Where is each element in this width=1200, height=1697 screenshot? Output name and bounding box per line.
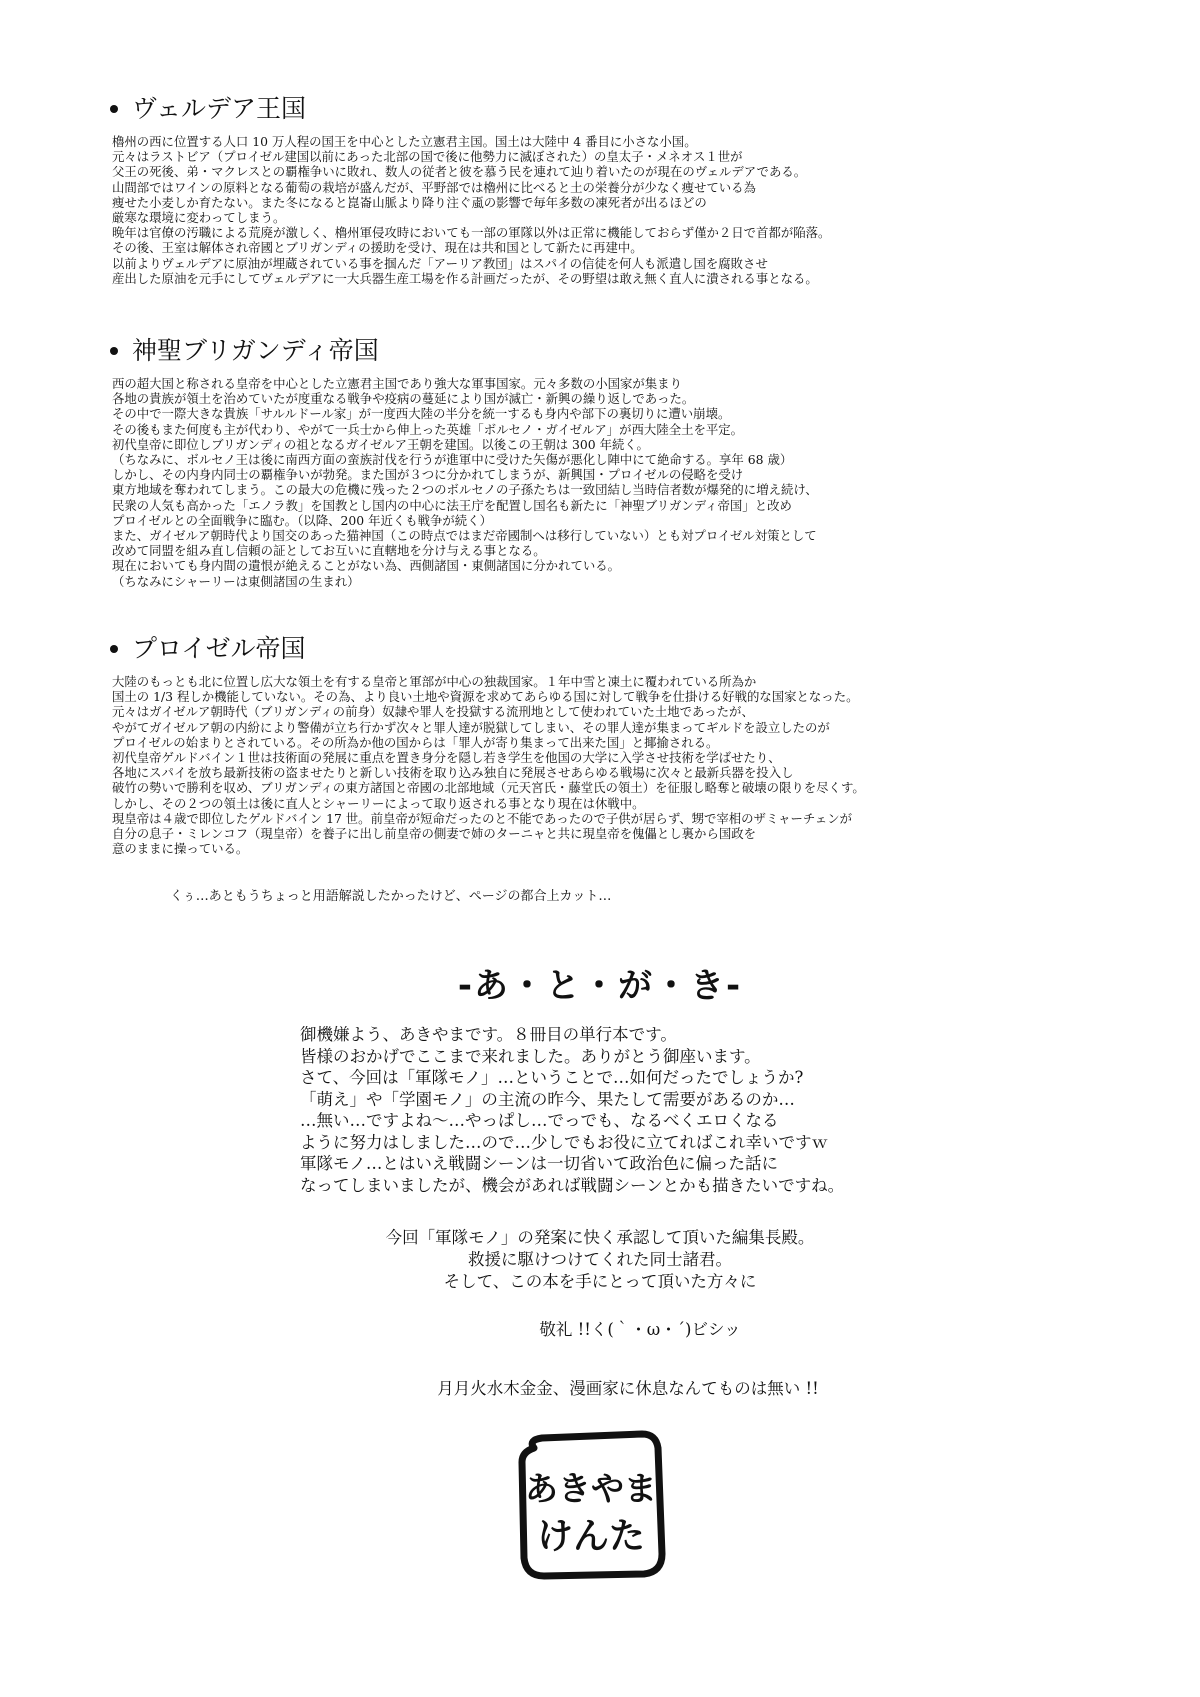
- afterword-line: …無い…ですよね〜…やっぱし…でっでも、なるべくエロくなる: [300, 1111, 779, 1130]
- section-proizel: [112, 634, 1102, 856]
- paragraph-line: 現皇帝は４歳で即位したゲルドバイン 17 世。前皇帝が短命だったのと不能であったので子供が居らず、甥で宰相のザミャーチェンが: [112, 810, 853, 826]
- paragraph-line: その後、王室は解体され帝國とブリガンディの援助を受け、現在は共和国として新たに再建中。: [112, 240, 643, 256]
- paragraph-line: しかし、その２つの領土は後に直人とシャーリーによって取り返される事となり現在は休戦中。: [112, 795, 645, 811]
- section-body: [112, 376, 1102, 589]
- paragraph-line: また、ガイゼルア朝時代より国交のあった猫神国（この時点ではまだ帝國制へは移行していない）とも対プロイゼル対策として: [112, 528, 817, 544]
- paragraph-line: 民衆の人気も高かった「エノラ教」を国教とし国内の中心に法王庁を配置し国名も新たに「神聖ブリガンディ帝国」と改め: [112, 497, 792, 513]
- paragraph-line: （ちなみにシャーリーは東側諸国の生まれ）: [112, 573, 360, 589]
- paragraph-line: 元々はラストビア（プロイゼル建国以前にあった北部の国で後に他勢力に滅ぼされた）の皇太子・メネオス１世が: [112, 149, 743, 165]
- afterword-line: 軍隊モノ…とはいえ戦闘シーンは一切省いて政治色に偏った話に: [300, 1154, 779, 1173]
- afterword-line: なってしまいましたが、機会があれば戦闘シーンとかも描きたいですね。: [300, 1175, 845, 1195]
- paragraph-line: 改めて同盟を組み直し信頼の証としてお互いに直轄地を分け与える事となる。: [112, 543, 546, 559]
- paragraph-line: 西の超大国と称される皇帝を中心とした立憲君主国であり強大な軍事国家。元々多数の小国家が集まり: [112, 376, 682, 391]
- afterword-line: さて、今回は「軍隊モノ」…ということで…如何だったでしょうか?: [300, 1068, 804, 1087]
- bullet-icon: [110, 347, 118, 355]
- thanks-line: 今回「軍隊モノ」の発案に快く承認して頂いた編集長殿。: [385, 1228, 815, 1247]
- paragraph-line: （ちなみに、ボルセノ王は後に南西方面の蛮族討伐を行うが進軍中に受けた矢傷が悪化し陣中にて絶命する。享年 68 歳）: [112, 452, 793, 468]
- paragraph-line: 厳寒な環境に変わってしまう。: [112, 210, 286, 226]
- paragraph-line: 初代皇帝ゲルドバイン１世は技術面の発展に重点を置き身分を隠し若き学生を他国の大学に入学させ技術を学ばせたり、: [112, 750, 781, 766]
- section-title: プロイゼル帝国: [132, 634, 306, 663]
- paragraph-line: プロイゼルとの全面戦争に臨む。（以降、200 年近くも戦争が続く）: [112, 512, 492, 528]
- paragraph-line: 山間部ではワインの原料となる葡萄の栽培が盛んだが、平野部では櫓州に比べると土の栄養分が少なく痩せている為: [112, 179, 756, 195]
- paragraph-line: 大陸のもっとも北に位置し広大な領土を有する皇帝と軍部が中心の独裁国家。１年中雪と凍土に覆われている所為か: [112, 674, 757, 689]
- paragraph-line: やがてガイゼルア朝の内紛により警備が立ち行かず次々と罪人達が脱獄してしまい、その罪人達が集まってギルドを設立したのが: [112, 719, 830, 735]
- paragraph-line: プロイゼルの始まりとされている。その所為か他の国からは「罪人が寄り集まって出来た国」と揶揄される。: [112, 734, 719, 750]
- paragraph-line: 元々はガイゼルア朝時代（ブリガンディの前身）奴隷や罪人を投獄する流刑地として使われていた土地であったが、: [112, 704, 754, 720]
- thanks-line: そして、この本を手にとって頂いた方々に: [443, 1272, 757, 1291]
- paragraph-line: しかし、その内身内同士の覇権争いが勃発。また国が３つに分かれてしまうが、新興国・プロイゼルの侵略を受け: [112, 467, 744, 483]
- paragraph-line: 東方地域を奪われてしまう。この最大の危機に残った２つのボルセノの子孫たちは一致団結し当時信者数が爆発的に増え続け、: [112, 482, 818, 498]
- section-heading: [112, 94, 1102, 124]
- section-heading: [112, 336, 1102, 366]
- bullet-icon: [110, 645, 118, 653]
- paragraph-line: 現在においても身内間の遺恨が絶えることがない為、西側諸国・東側諸国に分かれている。: [112, 558, 621, 574]
- paragraph-line: 産出した原油を元手にしてヴェルデアに一大兵器生産工場を作る計画だったが、その野望は敢え無く直人に潰される事となる。: [112, 270, 818, 286]
- paragraph-line: 父王の死後、弟・マクレスとの覇権争いに敗れ、数人の従者と彼を慕う民を連れて辿り着いたのが現在のヴェルデアである。: [112, 164, 807, 180]
- section-title: 神聖ブリガンディ帝国: [132, 336, 379, 365]
- section-brigandi: [112, 336, 1102, 589]
- afterword-line: ように努力はしました…ので…少しでもお役に立てればこれ幸いですｗ: [300, 1132, 828, 1152]
- paragraph-line: 櫓州の西に位置する人口 10 万人程の国王を中心とした立憲君主国。国土は大陸中 4 番目に小さな小国。: [112, 134, 697, 149]
- afterword-title: -あ・と・が・き-: [457, 966, 743, 1006]
- paragraph-line: 自分の息子・ミレンコフ（現皇帝）を養子に出し前皇帝の側妻で姉のターニャと共に現皇帝を傀儡とし裏から国政を: [112, 826, 757, 842]
- paragraph-line: 痩せた小麦しか育たない。また冬になると崑崙山脈より降り注ぐ颪の影響で毎年多数の凍死者が出るほどの: [112, 194, 707, 210]
- section-title: ヴェルデア王国: [132, 94, 307, 123]
- signature-stamp: [516, 1428, 666, 1580]
- thanks-line: 救援に駆けつけてくれた同士諸君。: [468, 1250, 732, 1269]
- afterword-line: 皆様のおかげでここまで来れました。ありがとう御座います。: [300, 1046, 761, 1066]
- motto-line: 月月火水木金金、漫画家に休息なんてものは無い !!: [437, 1379, 819, 1398]
- section-body: [112, 674, 1102, 856]
- afterword-line: 「萌え」や「学園モノ」の主流の昨今、果たして需要があるのか…: [300, 1089, 795, 1109]
- paragraph-line: 以前よりヴェルデアに原油が埋蔵されている事を掴んだ「アーリア教団」はスパイの信徒を何人も派遣し国を腐敗させ: [112, 255, 768, 271]
- paragraph-line: 意のままに操っている。: [112, 841, 249, 857]
- stamp-text-bottom: けんた: [536, 1516, 646, 1557]
- paragraph-line: 国土の 1/3 程しか機能していない。その為、より良い土地や資源を求めてあらゆる国に対して戦争を仕掛ける好戦的な国家となった。: [112, 689, 859, 705]
- salute-line: 敬礼 !!く(｀・ω・´)ビシッ: [539, 1320, 741, 1339]
- paragraph-line: その中で一際大きな貴族「サルルドール家」が一度西大陸の半分を統一するも身内や部下の裏切りに遭い崩壊。: [112, 406, 731, 422]
- afterword-line: 御機嫌よう、あきやまです。８冊目の単行本です。: [300, 1025, 677, 1044]
- afterword-body: [300, 1024, 1000, 1196]
- cut-note: くぅ…あともうちょっと用語解説したかったけど、ページの都合上カット…: [170, 889, 612, 904]
- section-body: [112, 134, 1102, 286]
- signature-stamp-icon: [516, 1428, 666, 1580]
- paragraph-line: 各地にスパイを放ち最新技術の盗ませたりと新しい技術を取り込み独自に発展させあらゆる戦場に次々と最新兵器を投入し: [112, 765, 794, 781]
- paragraph-line: 破竹の勢いで勝利を収め、ブリガンディの東方諸国と帝國の北部地域（元天宮氏・藤堂氏の領土）を征服し略奪と破壊の限りを尽くす。: [112, 780, 865, 796]
- section-verdea: [112, 94, 1102, 286]
- paragraph-line: 晩年は官僚の汚職による荒廃が激しく、櫓州軍侵攻時においても一部の軍隊以外は正常に機能しておらず僅か２日で首都が陥落。: [112, 225, 831, 241]
- paragraph-line: その後もまた何度も主が代わり、やがて一兵士から伸上った英雄「ボルセノ・ガイゼルア」が西大陸全土を平定。: [112, 421, 744, 437]
- thanks-block: [0, 1227, 1200, 1293]
- stamp-text-top: あきやま: [525, 1469, 657, 1508]
- paragraph-line: 各地の貴族が領土を治めていたが度重なる戦争や疫病の蔓延により国が滅亡・新興の繰り返しであった。: [112, 391, 695, 407]
- bullet-icon: [110, 105, 118, 113]
- section-heading: [112, 634, 1102, 664]
- paragraph-line: 初代皇帝に即位しブリガンディの祖となるガイゼルア王朝を建国。以後この王朝は 300 年続く。: [112, 436, 649, 452]
